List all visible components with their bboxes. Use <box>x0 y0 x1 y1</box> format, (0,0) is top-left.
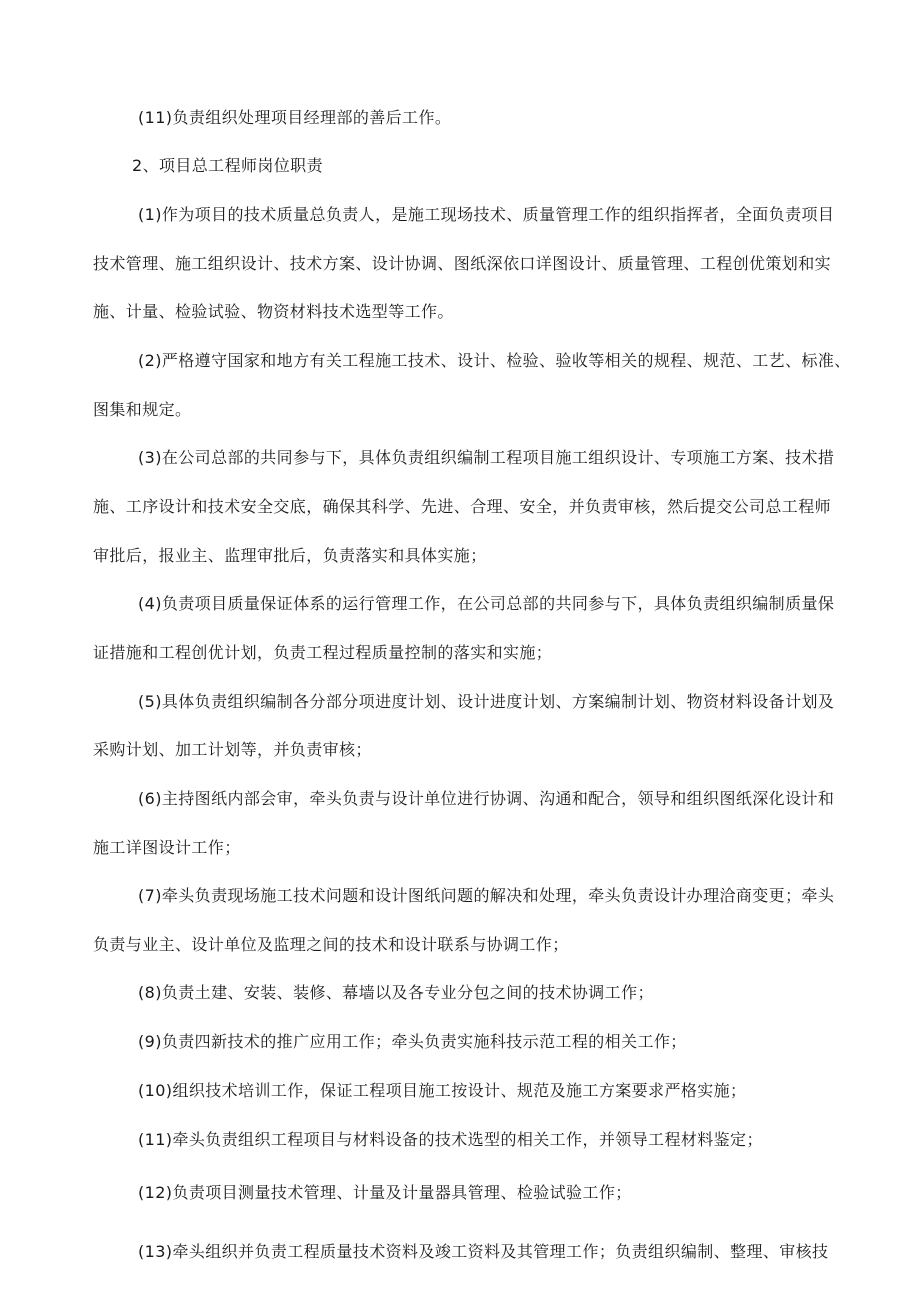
paragraph-line: 施、计量、检验试验、物资材料技术选型等工作。 <box>93 302 454 321</box>
paragraph-line: 施、工序设计和技术安全交底，确保其科学、先进、合理、安全，并负责审核，然后提交公司总工程师 <box>93 497 832 516</box>
paragraph-line: (5)具体负责组织编制各分部分项进度计划、设计进度计划、方案编制计划、物资材料设备计划及 <box>138 692 835 711</box>
paragraph-line: (4)负责项目质量保证体系的运行管理工作，在公司总部的共同参与下，具体负责组织编制质量保 <box>138 594 835 613</box>
paragraph-line: (8)负责土建、安装、装修、幕墙以及各专业分包之间的技术协调工作； <box>138 983 654 1002</box>
paragraph-line: 证措施和工程创优计划，负责工程过程质量控制的落实和实施； <box>93 643 553 662</box>
paragraph-line: (11)负责组织处理项目经理部的善后工作。 <box>138 108 452 127</box>
paragraph-line: (2)严格遵守国家和地方有关工程施工技术、设计、检验、验收等相关的规程、规范、工艺、标准、 <box>138 351 851 370</box>
paragraph-line: (11)牵头负责组织工程项目与材料设备的技术选型的相关工作，并领导工程材料鉴定； <box>138 1130 763 1149</box>
paragraph-line: (13)牵头组织并负责工程质量技术资料及竣工资料及其管理工作；负责组织编制、整理、审核技 <box>138 1242 829 1261</box>
paragraph-line: 负责与业主、设计单位及监理之间的技术和设计联系与协调工作； <box>93 935 569 954</box>
paragraph-line: 技术管理、施工组织设计、技术方案、设计协调、图纸深依口详图设计、质量管理、工程创优策划和实 <box>93 254 832 273</box>
paragraph-line: (1)作为项目的技术质量总负责人，是施工现场技术、质量管理工作的组织指挥者，全面负责项目 <box>138 205 835 224</box>
paragraph-line: (9)负责四新技术的推广应用工作；牵头负责实施科技示范工程的相关工作； <box>138 1032 687 1051</box>
paragraph-line: (10)组织技术培训工作，保证工程项目施工按设计、规范及施工方案要求严格实施； <box>138 1081 747 1100</box>
paragraph-line: 施工详图设计工作； <box>93 838 241 857</box>
paragraph-line: (6)主持图纸内部会审，牵头负责与设计单位进行协调、沟通和配合，领导和组织图纸深化设计和 <box>138 789 835 808</box>
paragraph-line: 采购计划、加工计划等，并负责审核； <box>93 740 372 759</box>
paragraph-line: (3)在公司总部的共同参与下，具体负责组织编制工程项目施工组织设计、专项施工方案、技术措 <box>138 448 835 467</box>
section-heading: 2、项目总工程师岗位职责 <box>132 156 323 175</box>
paragraph-line: 审批后，报业主、监理审批后，负责落实和具体实施； <box>93 546 487 565</box>
paragraph-line: (7)牵头负责现场施工技术问题和设计图纸问题的解决和处理，牵头负责设计办理洽商变更；牵头 <box>138 886 835 905</box>
paragraph-line: 图集和规定。 <box>93 400 192 419</box>
paragraph-line: (12)负责项目测量技术管理、计量及计量器具管理、检验试验工作； <box>138 1183 632 1202</box>
